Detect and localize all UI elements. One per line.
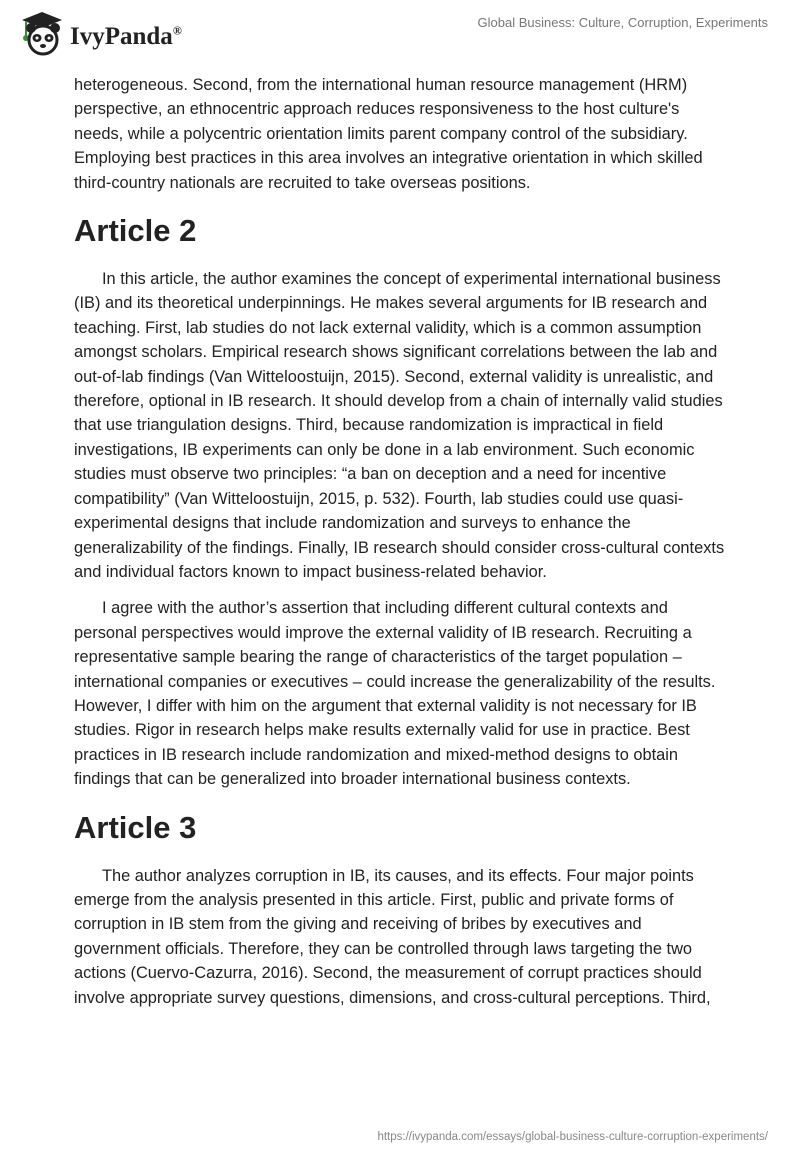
source-url[interactable]: https://ivypanda.com/essays/global-business-culture-corruption-experiments/ [377,1131,768,1143]
page-header [0,0,800,60]
essay-content [74,73,728,1022]
panda-graduate-icon [18,10,64,56]
section-heading-article-2: Article 2 [74,213,197,249]
paragraph: The author analyzes corruption in IB, its causes, and its effects. Four major points emerge from the analysis presented in this article. First, public and private forms of corruption in IB stem from the giving and receiving of bribes by executives and government officials. Therefore, they can be controlled through laws targeting the two actions (Cuervo-Cazurra, 2016). Second, the measurement of corrupt practices should involve appropriate survey questions, dimensions, and cross-cultural perceptions. Third, [74,866,711,1007]
section-heading-article-3: Article 3 [74,809,197,845]
document-title: Global Business: Culture, Corruption, Experiments [477,15,768,30]
intro-paragraph: heterogeneous. Second, from the international human resource management (HRM) perspective, an ethnocentric approach reduces responsiveness to the host culture's needs, while a polycentric orientation limits parent company control of the subsidiary. Employing best practices in this area involves an integrative orientation in which skilled third-country nationals are recruited to take overseas positions. [74,76,703,192]
paragraph: I agree with the author’s assertion that including different cultural contexts and personal perspectives would improve the external validity of IB research. Recruiting a representative sample bearing the range of characteristics of the target population – international companies or executives – could increase the generalizability of the results. However, I differ with him on the argument that external validity is not necessary for IB studies. Rigor in research helps make results externally valid for use in practice. Best practices in IB research include randomization and mixed-method designs to obtain findings that can be generalized into broader international business contexts. [74,599,716,789]
ivypanda-logo[interactable] [18,10,182,56]
paragraph: In this article, the author examines the concept of experimental international business (IB) and its theoretical underpinnings. He makes several arguments for IB research and teaching. First, lab studies do not lack external validity, which is a common assumption amongst scholars. Empirical research shows significant correlations between the lab and out-of-lab findings (Van Witteloostuijn, 2015). Second, external validity is unrealistic, and therefore, optional in IB research. It should develop from a chain of internally valid studies that use triangulation designs. Third, because randomization is impractical in field investigations, IB experiments can only be done in a lab environment. Such economic studies must observe two principles: “a ban on deception and a need for incentive compatibility” (Van Witteloostuijn, 2015, p. 532). Fourth, lab studies could use quasi-experimental designs that include randomization and surveys to enhance the generalizability of the findings. Finally, IB research should consider cross-cultural contexts and individual factors known to impact business-related behavior. [74,270,725,581]
logo-text: IvyPanda® [70,23,182,50]
